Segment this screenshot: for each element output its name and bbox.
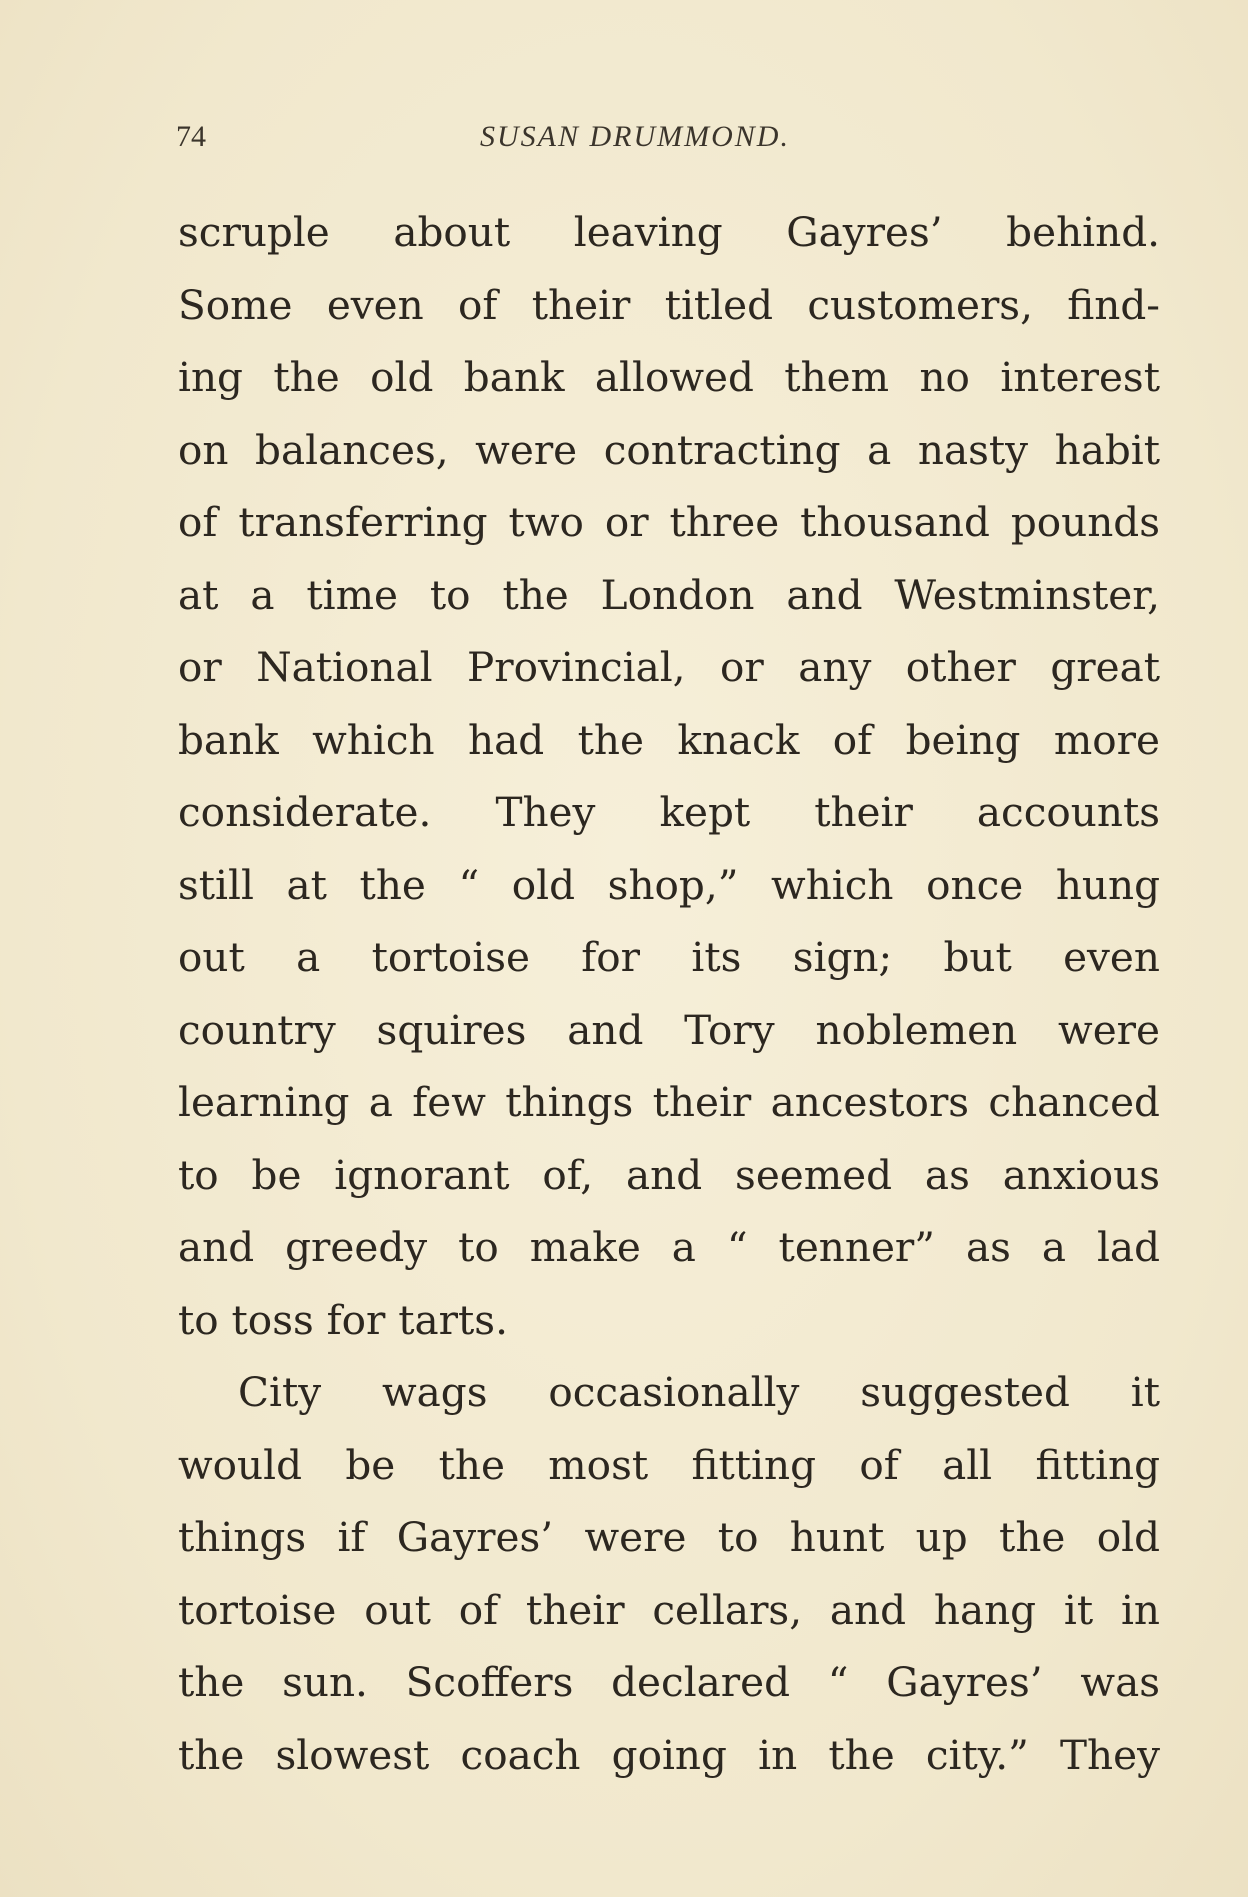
running-head: SUSAN DRUMMOND. [480, 120, 790, 153]
text-line: City wags occasionally suggested it [238, 1368, 1160, 1416]
text-line: ing the old bank allowed them no interest [178, 353, 1160, 401]
text-line: tortoise out of their cellars, and hang it in [178, 1585, 1160, 1634]
text-line: on balances, were contracting a nasty habit [178, 425, 1160, 474]
text-line: and greedy to make a “ tenner” as a lad [178, 1223, 1160, 1271]
text-line: scruple about leaving Gayres’ behind. [178, 208, 1160, 256]
text-line: out a tortoise for its sign; but even [178, 933, 1160, 981]
text-line: would be the most fitting of all fitting [178, 1440, 1160, 1489]
page-header [176, 120, 1166, 160]
text-line: at a time to the London and Westminster, [178, 570, 1160, 619]
text-line: still at the “ old shop,” which once hung [178, 860, 1160, 909]
text-line: things if Gayres’ were to hunt up the old [178, 1513, 1160, 1561]
text-line: considerate. They kept their accounts [178, 788, 1160, 836]
text-line: the sun. Scoffers declared “ Gayres’ was [178, 1658, 1160, 1706]
text-line: Some even of their titled customers, find- [178, 280, 1160, 329]
text-line: to be ignorant of, and seemed as anxious [178, 1150, 1160, 1199]
page-number: 74 [176, 120, 206, 153]
text-line: country squires and Tory noblemen were [178, 1005, 1160, 1054]
body-text [178, 196, 1160, 1791]
text-line: or National Provincial, or any other great [178, 643, 1160, 691]
text-line: learning a few things their ancestors chanced [178, 1078, 1160, 1126]
text-line: the slowest coach going in the city.” They [178, 1730, 1160, 1779]
text-line: to toss for tarts. [178, 1295, 508, 1344]
text-line: of transferring two or three thousand pounds [178, 498, 1160, 546]
text-line: bank which had the knack of being more [178, 715, 1160, 764]
